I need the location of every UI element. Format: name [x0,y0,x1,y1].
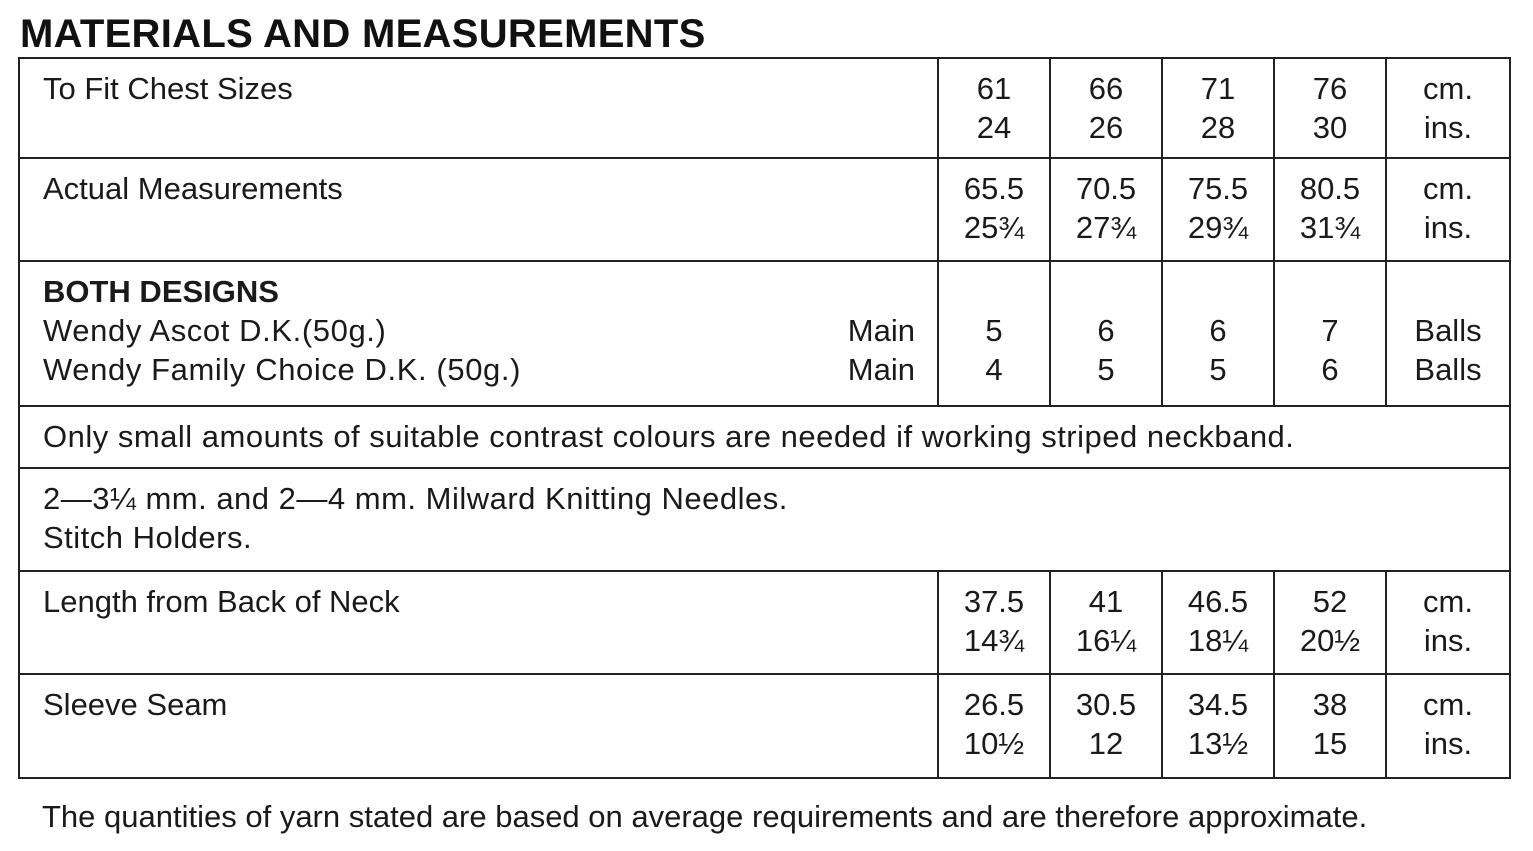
needles-row [19,468,1510,571]
needles-note [19,468,1510,571]
length-cell: 37.5 14¾ [938,571,1050,674]
actual-measurement-cell: 75.5 29¾ [1162,158,1274,261]
sleeve-seam-row [19,674,1510,778]
yarn-type: Main [847,313,915,348]
yarn-item [43,311,915,350]
yarn-quantity-cell: 5 4 [938,261,1050,406]
chest-size-cell: 66 26 [1050,58,1162,158]
contrast-note-row [19,406,1510,468]
length-unit: cm. ins. [1386,571,1510,674]
chest-size-cell: 76 30 [1274,58,1386,158]
actual-measurement-cell: 70.5 27¾ [1050,158,1162,261]
sleeve-seam-cell: 38 15 [1274,674,1386,778]
materials-table [18,57,1511,779]
sleeve-seam-label: Sleeve Seam [19,674,938,778]
length-cell: 46.5 18¼ [1162,571,1274,674]
yarn-name: Wendy Ascot D.K.(50g.) [43,313,387,348]
yarn-row [19,261,1510,406]
yarn-unit-cell: Balls Balls [1386,261,1510,406]
both-designs-heading: BOTH DESIGNS [43,274,279,309]
yarn-quantity-cell: 6 5 [1050,261,1162,406]
yarn-type: Main [847,352,915,387]
chest-size-cell: 61 24 [938,58,1050,158]
yarn-quantity-cell: 6 5 [1162,261,1274,406]
length-row [19,571,1510,674]
yarn-label-cell [19,261,938,406]
actual-measurement-unit: cm. ins. [1386,158,1510,261]
chest-size-label: To Fit Chest Sizes [19,58,938,158]
stitch-holders-line: Stitch Holders. [43,520,253,555]
sleeve-seam-cell: 30.5 12 [1050,674,1162,778]
length-cell: 41 16¼ [1050,571,1162,674]
actual-measurements-label: Actual Measurements [19,158,938,261]
sleeve-seam-cell: 26.5 10½ [938,674,1050,778]
contrast-note: Only small amounts of suitable contrast colours are needed if working striped neckband. [19,406,1510,468]
yarn-quantity-cell: 7 6 [1274,261,1386,406]
actual-measurement-cell: 80.5 31¾ [1274,158,1386,261]
actual-measurements-row [19,158,1510,261]
footnote: The quantities of yarn stated are based on average requirements and are therefore approximate. [42,799,1368,834]
actual-measurement-cell: 65.5 25¾ [938,158,1050,261]
chest-size-unit: cm. ins. [1386,58,1510,158]
length-label: Length from Back of Neck [19,571,938,674]
chest-size-row [19,58,1510,158]
yarn-name: Wendy Family Choice D.K. (50g.) [43,352,522,387]
yarn-item [43,350,915,389]
chest-size-cell: 71 28 [1162,58,1274,158]
sleeve-seam-unit: cm. ins. [1386,674,1510,778]
needles-line: 2—3¼ mm. and 2—4 mm. Milward Knitting Needles. [43,481,788,516]
length-cell: 52 20½ [1274,571,1386,674]
page-title: MATERIALS AND MEASUREMENTS [20,12,706,56]
sleeve-seam-cell: 34.5 13½ [1162,674,1274,778]
